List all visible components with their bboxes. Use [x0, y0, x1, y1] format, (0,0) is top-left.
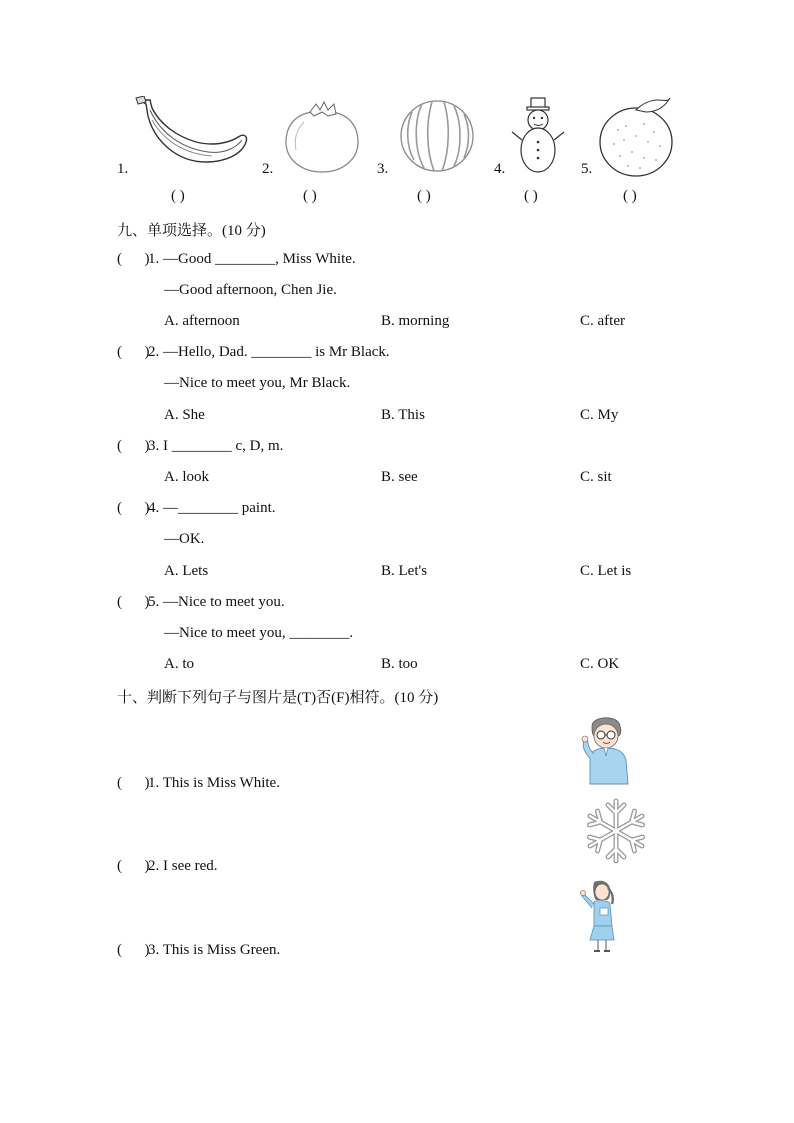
snowman-icon: [510, 96, 568, 176]
option-a: A. She: [164, 407, 205, 423]
picture-blank-3[interactable]: ( ): [417, 188, 431, 204]
orange-icon: [598, 96, 678, 178]
picture-number-3: 3.: [377, 161, 389, 177]
option-b: B. too: [381, 656, 418, 672]
option-b: B. see: [381, 469, 418, 485]
option-b: B. This: [381, 407, 425, 423]
option-b: B. morning: [381, 313, 450, 329]
question-reply: —Nice to meet you, ________.: [164, 625, 354, 641]
answer-paren[interactable]: ( ): [117, 775, 150, 791]
section-9-heading: 九、单项选择。(10 分): [117, 223, 266, 239]
judge-sentence: 1. This is Miss White.: [148, 775, 280, 791]
question-stem: 3. I ________ c, D, m.: [148, 438, 284, 454]
option-a: A. to: [164, 656, 194, 672]
question-stem: 2. —Hello, Dad. ________ is Mr Black.: [148, 344, 390, 360]
picture-number-4: 4.: [494, 161, 506, 177]
answer-paren[interactable]: ( ): [117, 500, 150, 516]
answer-paren[interactable]: ( ): [117, 438, 150, 454]
answer-paren[interactable]: ( ): [117, 942, 150, 958]
picture-blank-5[interactable]: ( ): [623, 188, 637, 204]
tomato-icon: [284, 100, 360, 174]
option-c: C. My: [580, 407, 619, 423]
answer-paren[interactable]: ( ): [117, 251, 150, 267]
option-a: A. Lets: [164, 563, 209, 579]
question-stem: 4. —________ paint.: [148, 500, 276, 516]
banana-icon: [132, 96, 252, 176]
question-reply: —Nice to meet you, Mr Black.: [164, 375, 351, 391]
snowflake-icon: [582, 796, 650, 866]
judge-sentence: 3. This is Miss Green.: [148, 942, 281, 958]
option-c: C. sit: [580, 469, 612, 485]
picture-number-5: 5.: [581, 161, 593, 177]
option-c: C. Let is: [580, 563, 632, 579]
answer-paren[interactable]: ( ): [117, 594, 150, 610]
option-a: A. look: [164, 469, 209, 485]
option-c: C. OK: [580, 656, 620, 672]
judge-sentence: 2. I see red.: [148, 858, 218, 874]
watermelon-icon: [398, 98, 476, 174]
answer-paren[interactable]: ( ): [117, 344, 150, 360]
section-10-heading: 十、判断下列句子与图片是(T)否(F)相符。(10 分): [117, 690, 439, 706]
boy-with-glasses-icon: [578, 712, 634, 786]
option-b: B. Let's: [381, 563, 428, 579]
option-a: A. afternoon: [164, 313, 240, 329]
picture-blank-1[interactable]: ( ): [171, 188, 185, 204]
girl-waving-icon: [578, 878, 622, 954]
question-stem: 5. —Nice to meet you.: [148, 594, 285, 610]
question-reply: —Good afternoon, Chen Jie.: [164, 282, 337, 298]
picture-number-1: 1.: [117, 161, 129, 177]
answer-paren[interactable]: ( ): [117, 858, 150, 874]
option-c: C. after: [580, 313, 625, 329]
picture-number-2: 2.: [262, 161, 274, 177]
question-reply: —OK.: [164, 531, 205, 547]
question-stem: 1. —Good ________, Miss White.: [148, 251, 356, 267]
picture-blank-2[interactable]: ( ): [303, 188, 317, 204]
picture-blank-4[interactable]: ( ): [524, 188, 538, 204]
